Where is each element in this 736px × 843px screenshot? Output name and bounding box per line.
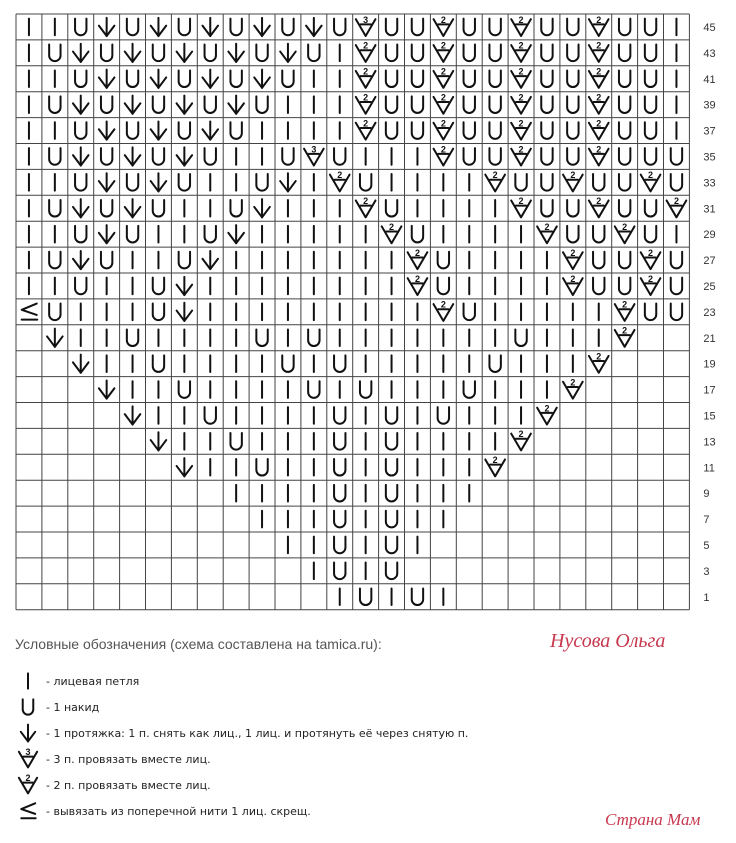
svg-text:2: 2 bbox=[570, 273, 576, 284]
legend-item-text: - 1 накид bbox=[46, 700, 100, 714]
row-number-label: 35 bbox=[703, 151, 716, 164]
legend-item-knit bbox=[14, 668, 139, 694]
svg-text:2: 2 bbox=[414, 247, 420, 258]
row-number-label: 15 bbox=[703, 410, 716, 423]
svg-text:2: 2 bbox=[363, 92, 369, 103]
legend-item-text: - вывязать из поперечной нити 1 лиц. скрещ. bbox=[46, 804, 311, 818]
svg-text:2: 2 bbox=[518, 14, 524, 25]
k2tog-symbol-icon bbox=[14, 772, 42, 798]
row-number-label: 37 bbox=[703, 125, 716, 138]
svg-text:2: 2 bbox=[570, 377, 576, 388]
svg-text:2: 2 bbox=[570, 247, 576, 258]
svg-text:2: 2 bbox=[440, 66, 446, 77]
m1-symbol-icon bbox=[14, 798, 42, 824]
legend-item-text: - 2 п. провязать вместе лиц. bbox=[46, 778, 211, 792]
svg-text:2: 2 bbox=[518, 196, 524, 207]
svg-text:2: 2 bbox=[518, 66, 524, 77]
svg-text:2: 2 bbox=[414, 273, 420, 284]
knit-symbol-icon bbox=[14, 668, 42, 694]
svg-text:2: 2 bbox=[363, 66, 369, 77]
svg-text:3: 3 bbox=[25, 747, 31, 758]
svg-text:2: 2 bbox=[596, 118, 602, 129]
row-number-label: 21 bbox=[703, 332, 716, 345]
svg-text:2: 2 bbox=[596, 351, 602, 362]
row-number-label: 29 bbox=[703, 229, 716, 242]
svg-text:2: 2 bbox=[337, 170, 343, 181]
svg-text:2: 2 bbox=[440, 40, 446, 51]
legend-item-text: - 1 протяжка: 1 п. снять как лиц., 1 лиц. и протянуть её через снятую п. bbox=[46, 726, 469, 740]
svg-text:2: 2 bbox=[622, 222, 628, 233]
row-number-label: 45 bbox=[703, 21, 716, 34]
svg-text:2: 2 bbox=[363, 118, 369, 129]
svg-text:2: 2 bbox=[440, 92, 446, 103]
row-number-label: 9 bbox=[703, 488, 710, 501]
legend-item-k2tog bbox=[14, 772, 211, 798]
skpo-symbol-icon bbox=[14, 720, 42, 746]
legend-item-m1 bbox=[14, 798, 311, 824]
row-number-label: 39 bbox=[703, 99, 716, 112]
svg-text:2: 2 bbox=[440, 14, 446, 25]
svg-text:2: 2 bbox=[648, 273, 654, 284]
legend-item-text: - лицевая петля bbox=[46, 674, 140, 688]
svg-text:2: 2 bbox=[518, 40, 524, 51]
row-number-label: 5 bbox=[703, 539, 710, 552]
row-number-label: 31 bbox=[703, 203, 716, 216]
svg-text:2: 2 bbox=[544, 222, 550, 233]
row-number-label: 25 bbox=[703, 280, 716, 293]
svg-text:2: 2 bbox=[440, 299, 446, 310]
row-number-label: 7 bbox=[703, 514, 710, 527]
svg-text:2: 2 bbox=[596, 196, 602, 207]
svg-text:2: 2 bbox=[596, 14, 602, 25]
svg-text:2: 2 bbox=[622, 325, 628, 336]
author-signature: Нусова Ольга bbox=[550, 630, 666, 652]
svg-text:2: 2 bbox=[440, 144, 446, 155]
watermark: Страна Мам bbox=[605, 810, 701, 829]
row-number-label: 1 bbox=[703, 591, 710, 604]
row-number-label: 3 bbox=[703, 565, 710, 578]
svg-text:2: 2 bbox=[518, 429, 524, 440]
svg-text:2: 2 bbox=[648, 170, 654, 181]
svg-text:2: 2 bbox=[363, 40, 369, 51]
svg-text:2: 2 bbox=[363, 196, 369, 207]
svg-text:2: 2 bbox=[518, 118, 524, 129]
svg-text:2: 2 bbox=[596, 92, 602, 103]
svg-text:2: 2 bbox=[596, 144, 602, 155]
legend-item-text: - 3 п. провязать вместе лиц. bbox=[46, 752, 211, 766]
svg-text:2: 2 bbox=[389, 222, 395, 233]
row-number-label: 27 bbox=[703, 255, 716, 268]
svg-text:3: 3 bbox=[363, 14, 369, 25]
legend-item-skpo bbox=[14, 720, 468, 746]
svg-text:2: 2 bbox=[648, 247, 654, 258]
svg-text:2: 2 bbox=[622, 299, 628, 310]
svg-text:2: 2 bbox=[596, 66, 602, 77]
legend-item-k3tog bbox=[14, 746, 211, 772]
yo-symbol-icon bbox=[14, 694, 42, 720]
svg-text:2: 2 bbox=[492, 170, 498, 181]
row-number-label: 33 bbox=[703, 177, 716, 190]
svg-text:2: 2 bbox=[492, 455, 498, 466]
svg-text:2: 2 bbox=[518, 144, 524, 155]
svg-text:2: 2 bbox=[673, 196, 679, 207]
row-number-label: 11 bbox=[703, 462, 715, 475]
row-number-label: 19 bbox=[703, 358, 716, 371]
svg-text:2: 2 bbox=[544, 403, 550, 414]
svg-text:2: 2 bbox=[596, 40, 602, 51]
svg-text:2: 2 bbox=[570, 170, 576, 181]
row-number-label: 43 bbox=[703, 47, 716, 60]
svg-text:2: 2 bbox=[518, 92, 524, 103]
row-number-label: 13 bbox=[703, 436, 716, 449]
svg-text:3: 3 bbox=[311, 144, 317, 155]
legend-item-yo bbox=[14, 694, 99, 720]
k3tog-symbol-icon bbox=[14, 746, 42, 772]
row-number-label: 23 bbox=[703, 306, 716, 319]
svg-text:2: 2 bbox=[440, 118, 446, 129]
row-number-label: 41 bbox=[703, 73, 716, 86]
row-number-label: 17 bbox=[703, 384, 716, 397]
legend-title: Условные обозначения (схема составлена на tamica.ru): bbox=[15, 636, 382, 652]
svg-text:2: 2 bbox=[25, 773, 31, 784]
